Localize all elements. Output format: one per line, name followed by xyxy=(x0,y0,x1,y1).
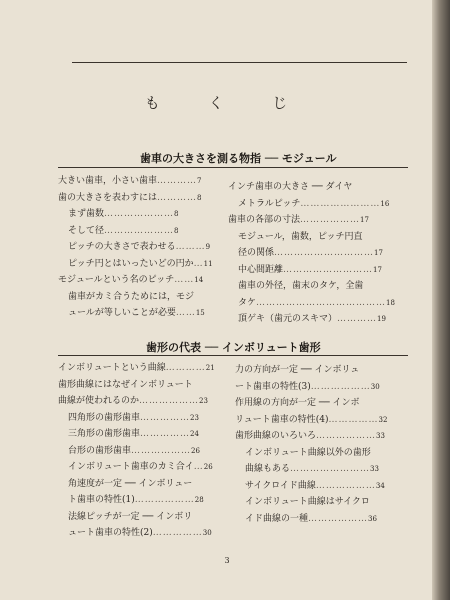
toc-entry-leader: ………… xyxy=(157,192,198,203)
top-rule xyxy=(72,62,407,63)
toc-entry-page: 21 xyxy=(205,364,215,372)
toc-entry-page: 17 xyxy=(374,249,383,257)
toc-entry-leader: ……………… xyxy=(131,445,192,456)
toc-entry xyxy=(228,278,395,295)
toc-entry-text: まず歯数 xyxy=(68,209,105,219)
toc-entry-page: 28 xyxy=(194,496,204,504)
toc-entry-text: サイクロイド曲線 xyxy=(245,480,316,491)
toc-entry-leader: … xyxy=(193,462,204,472)
toc-entry-page: 30 xyxy=(202,529,212,537)
toc-entry-leader: ………………… xyxy=(104,209,175,219)
toc-entry-text: イド曲線の一種 xyxy=(245,513,309,524)
toc-entry-text: 曲線もある xyxy=(245,464,291,474)
toc-entry-leader: …… xyxy=(175,308,196,318)
toc-entry-leader: …………………… xyxy=(290,464,371,474)
toc-entry-text: ピッチの大きさで表わせる xyxy=(68,242,176,252)
toc-entry xyxy=(58,443,215,460)
toc-entry-text: インボリュートという曲線 xyxy=(58,363,166,373)
toc-entry-leader: … xyxy=(193,258,204,269)
toc-entry-leader: ………………………… xyxy=(274,248,375,258)
toc-entry-text: 作用線の方向が一定 ── インボ xyxy=(235,398,360,408)
toc-entry-leader: …………… xyxy=(140,412,191,423)
toc-entry-page: 33 xyxy=(376,432,385,440)
toc-entry-text: モジュール，歯数，ピッチ円直 xyxy=(238,231,363,242)
toc-entry-leader: …………… xyxy=(140,429,191,439)
toc-entry xyxy=(228,179,395,196)
toc-entry-page: 33 xyxy=(370,465,379,473)
toc-entry xyxy=(228,245,395,262)
toc-entry-page: 8 xyxy=(174,210,179,218)
chapter-1-rule xyxy=(58,167,408,168)
toc-entry-page: 14 xyxy=(194,276,204,284)
toc-entry-leader: ……………… xyxy=(310,381,371,392)
toc-entry xyxy=(235,412,387,429)
toc-entry-text: タケ xyxy=(238,297,257,308)
toc-entry-leader: …………………… xyxy=(300,198,381,209)
toc-entry-text: 四角形の歯形歯車 xyxy=(68,412,141,423)
toc-entry-text: 力の方向が一定 ── インボリュ xyxy=(235,365,360,375)
toc-entry-leader: ……………… xyxy=(139,396,200,406)
toc-entry xyxy=(58,239,213,256)
toc-entry-page: 17 xyxy=(373,265,382,274)
chapter-2-title: 歯形の代表 ── インボリュート歯形 xyxy=(146,341,321,354)
toc-entry-page: 32 xyxy=(378,415,388,424)
toc-entry xyxy=(228,229,395,246)
toc-entry xyxy=(58,256,213,273)
toc-entry xyxy=(228,196,395,213)
toc-entry xyxy=(235,494,387,511)
toc-entry xyxy=(235,395,387,412)
toc-entry-leader: ………… xyxy=(157,176,198,186)
toc-entry xyxy=(228,311,395,328)
toc-entry-text: インボリュート歯車のカミ合イ xyxy=(68,462,194,472)
toc-entry-text: モジュールという名のピッチ xyxy=(58,275,175,285)
toc-entry-leader: ………………………………… xyxy=(256,297,387,308)
toc-entry-page: 8 xyxy=(174,226,179,235)
toc-entry xyxy=(235,461,387,478)
toc-entry-page: 26 xyxy=(203,463,213,471)
toc-entry-leader: ……………………… xyxy=(283,264,374,275)
toc-entry-text: 法線ピッチが一定 ── インボリ xyxy=(68,511,193,522)
chapter-2-rule xyxy=(58,355,408,356)
chapter-2-left-column xyxy=(58,360,215,542)
toc-entry-text: 中心間距離 xyxy=(238,264,284,275)
toc-entry-leader: ……………… xyxy=(134,495,195,505)
toc-entry-text: インボリュート曲線はサイクロ xyxy=(245,497,370,507)
toc-entry-text: 歯車がカミ合うためには，モジ xyxy=(68,291,195,302)
toc-entry xyxy=(58,476,215,493)
toc-entry-text: 三角形の歯形歯車 xyxy=(68,429,141,439)
page-number: 3 xyxy=(224,556,230,565)
toc-entry-leader: ……………… xyxy=(316,431,377,441)
toc-entry-text: ピッチ円とはいったいどの円か xyxy=(68,258,194,269)
toc-entry-text: インボリュート曲線以外の歯形 xyxy=(245,447,371,458)
toc-entry-leader: ……………… xyxy=(300,215,361,225)
toc-entry xyxy=(58,272,213,289)
toc-entry-page: 24 xyxy=(190,430,199,438)
toc-entry xyxy=(235,428,387,445)
toc-entry-text: 歯車の外径，歯末のタケ，全歯 xyxy=(238,281,364,291)
toc-entry xyxy=(235,379,387,396)
toc-entry xyxy=(58,426,215,443)
toc-entry-text: リュート歯車の特性(4) xyxy=(235,414,329,425)
chapter-1-title: 歯車の大きさを測る物指 ── モジュール xyxy=(140,152,337,165)
toc-entry-text: 歯形曲線にはなぜインボリュート xyxy=(58,379,193,390)
toc-entry-leader: …………… xyxy=(152,528,203,538)
toc-entry xyxy=(58,410,215,427)
toc-entry xyxy=(235,445,387,462)
toc-entry xyxy=(228,212,395,229)
toc-entry xyxy=(235,511,387,528)
toc-entry xyxy=(58,190,213,207)
toc-entry-text: 頂ゲキ（歯元のスキマ） xyxy=(238,314,338,324)
toc-entry-page: 23 xyxy=(199,397,208,405)
toc-entry xyxy=(58,525,215,542)
toc-entry-text: 歯の大きさを表わすには xyxy=(58,192,158,203)
toc-entry-page: 11 xyxy=(203,259,213,268)
chapter-1-right-column xyxy=(228,179,395,328)
chapter-1-left-column xyxy=(58,173,213,322)
toc-entry-page: 16 xyxy=(380,199,390,208)
toc-entry-page: 36 xyxy=(368,514,377,523)
toc-entry-leader: ……… xyxy=(175,242,206,252)
toc-entry-page: 23 xyxy=(190,413,199,422)
toc-entry-leader: …… xyxy=(174,275,195,285)
page-edge xyxy=(432,0,450,600)
toc-entry-text: 歯車の各部の寸法 xyxy=(228,215,301,225)
toc-entry-text: 大きい歯車，小さい歯車 xyxy=(58,176,158,186)
toc-entry-text: ート歯車の特性(3) xyxy=(235,381,311,392)
toc-entry-text: ト歯車の特性(1) xyxy=(68,495,135,505)
toc-entry-text: メトラルピッチ xyxy=(238,198,301,209)
toc-entry-page: 26 xyxy=(191,446,200,455)
toc-entry xyxy=(58,223,213,240)
toc-entry-text: ュート歯車の特性(2) xyxy=(68,528,153,538)
toc-entry-text: インチ歯車の大きさ ── ダイヤ xyxy=(228,182,353,192)
toc-entry-leader: …………… xyxy=(328,414,379,425)
toc-entry xyxy=(58,459,215,476)
toc-entry xyxy=(58,377,215,394)
toc-entry xyxy=(58,305,213,322)
toc-entry xyxy=(228,262,395,279)
toc-entry-page: 34 xyxy=(375,481,385,490)
toc-entry-text: 曲線が使われるのか xyxy=(58,396,140,406)
toc-entry xyxy=(58,492,215,509)
toc-entry-page: 18 xyxy=(386,298,395,307)
toc-entry xyxy=(58,393,215,410)
toc-entry-page: 15 xyxy=(195,309,205,317)
toc-entry xyxy=(58,289,213,306)
toc-entry xyxy=(58,360,215,377)
toc-entry-leader: ………………… xyxy=(104,225,175,236)
toc-entry-page: 8 xyxy=(197,193,202,202)
toc-entry xyxy=(235,478,387,495)
toc-entry-page: 19 xyxy=(377,315,386,323)
toc-entry-leader: ……………… xyxy=(308,513,369,524)
toc-entry-text: 径の関係 xyxy=(238,248,275,258)
toc-entry-text: 台形の歯形歯車 xyxy=(68,445,132,456)
toc-entry xyxy=(235,362,387,379)
toc-entry-leader: ………… xyxy=(337,314,378,324)
toc-entry-leader: ……………… xyxy=(315,480,376,491)
toc-entry-text: ュールが等しいことが必要 xyxy=(68,308,176,318)
toc-entry-leader: ………… xyxy=(165,363,206,373)
toc-title: も く じ xyxy=(144,94,310,112)
toc-entry-page: 9 xyxy=(205,243,211,251)
toc-entry xyxy=(58,509,215,526)
toc-entry-page: 17 xyxy=(360,216,369,224)
toc-entry-text: 歯形曲線のいろいろ xyxy=(235,431,317,441)
toc-entry-text: そして径 xyxy=(68,225,105,236)
chapter-2-right-column xyxy=(235,362,387,527)
toc-entry-text: 角速度が一定 ── インボリュー xyxy=(68,478,193,489)
toc-entry-page: 7 xyxy=(197,177,202,185)
toc-entry-page: 30 xyxy=(370,382,380,391)
toc-entry xyxy=(58,206,213,223)
toc-entry xyxy=(228,295,395,312)
toc-entry xyxy=(58,173,213,190)
